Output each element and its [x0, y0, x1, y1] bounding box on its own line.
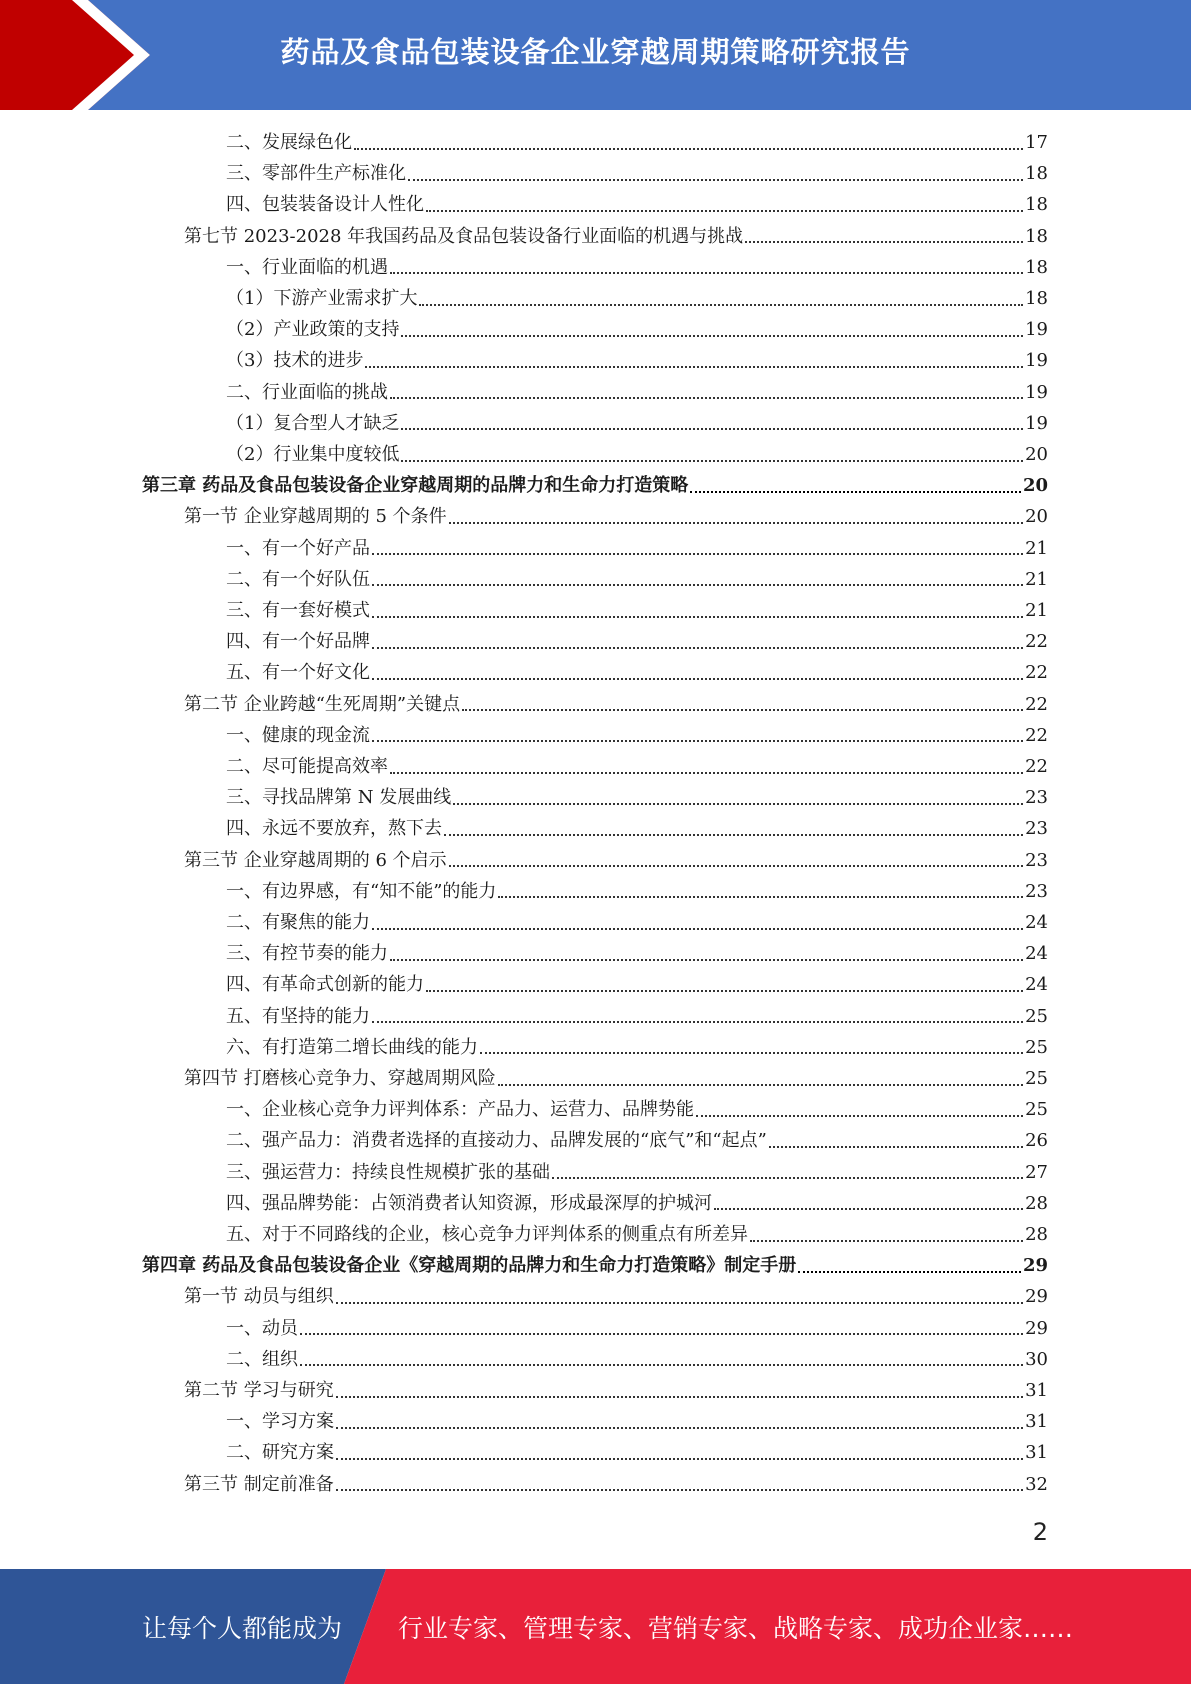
toc-entry-title: 三、零部件生产标准化 — [226, 163, 406, 185]
dot-leader — [498, 1084, 1023, 1086]
dot-leader — [690, 491, 1021, 493]
toc-entry-title: 第三节 企业穿越周期的 6 个启示 — [184, 849, 447, 871]
toc-section-row[interactable] — [184, 501, 1048, 532]
dot-leader — [336, 1427, 1023, 1429]
toc-entry-title: 二、组织 — [226, 1348, 298, 1370]
toc-section-row[interactable] — [184, 1469, 1048, 1500]
dot-leader — [462, 709, 1023, 711]
toc-entry-title: 三、寻找品牌第 N 发展曲线 — [226, 787, 452, 809]
toc-entry-page: 18 — [1025, 163, 1048, 185]
toc-entry-title: 一、有一个好产品 — [226, 537, 370, 559]
toc-entry-title: （2）产业政策的支持 — [226, 319, 400, 341]
toc-entry-title: 二、行业面临的挑战 — [226, 381, 388, 403]
dot-leader — [444, 834, 1023, 836]
toc-entry-title: 第七节 2023-2028 年我国药品及食品包装设备行业面临的机遇与挑战 — [184, 225, 744, 247]
toc-entry-title: 四、强品牌势能：占领消费者认知资源，形成最深厚的护城河 — [226, 1192, 712, 1214]
toc-entry-page: 19 — [1025, 412, 1048, 434]
toc-entry-page: 25 — [1025, 1005, 1048, 1027]
toc-item-row[interactable] — [226, 595, 1048, 626]
toc-entry-page: 29 — [1022, 1255, 1048, 1277]
toc-entry-page: 21 — [1025, 568, 1048, 590]
toc-entry-title: 二、强产品力：消费者选择的直接动力、品牌发展的“底气”和“起点” — [226, 1130, 767, 1152]
toc-item-row[interactable] — [226, 1094, 1048, 1125]
dot-leader — [300, 1364, 1023, 1366]
dot-leader — [426, 210, 1023, 212]
toc-item-row[interactable] — [226, 1032, 1048, 1063]
toc-entry-title: 二、有聚焦的能力 — [226, 912, 370, 933]
toc-item-row[interactable] — [226, 158, 1048, 189]
dot-leader — [480, 1052, 1023, 1054]
toc-item-row[interactable] — [226, 782, 1048, 813]
toc-entry-page: 24 — [1025, 974, 1048, 996]
dot-leader — [498, 896, 1023, 898]
toc-entry-title: 一、企业核心竞争力评判体系：产品力、运营力、品牌势能 — [226, 1099, 694, 1121]
toc-item-row[interactable] — [226, 969, 1048, 1000]
toc-entry-title: 二、有一个好队伍 — [226, 568, 370, 590]
toc-item-row[interactable] — [226, 907, 1048, 938]
toc-entry-page: 20 — [1022, 475, 1048, 497]
dot-leader — [372, 740, 1023, 742]
toc-entry-page: 30 — [1025, 1348, 1048, 1370]
toc-entry-page: 25 — [1025, 1068, 1048, 1089]
toc-entry-title: 二、发展绿色化 — [226, 132, 352, 153]
toc-entry-page: 18 — [1025, 225, 1048, 247]
toc-entry-title: 第一节 动员与组织 — [184, 1286, 334, 1308]
toc-section-row[interactable] — [184, 1375, 1048, 1406]
toc-entry-page: 27 — [1025, 1161, 1048, 1183]
toc-entry-title: 四、永远不要放弃，熬下去 — [226, 818, 442, 840]
toc-item-row[interactable] — [226, 189, 1048, 220]
toc-entry-page: 21 — [1025, 537, 1048, 559]
toc-item-row[interactable] — [226, 252, 1048, 283]
toc-entry-title: 四、包装装备设计人性化 — [226, 194, 424, 216]
toc-item-row[interactable] — [226, 564, 1048, 595]
dot-leader — [300, 1333, 1023, 1335]
toc-entry-title: （2）行业集中度较低 — [226, 444, 400, 465]
toc-entry-title: （1）复合型人才缺乏 — [226, 412, 400, 434]
toc-entry-page: 22 — [1025, 631, 1048, 653]
toc-section-row[interactable] — [184, 1281, 1048, 1312]
toc-entry-page: 25 — [1025, 1036, 1048, 1058]
footer-slogan-left: 让每个人都能成为 — [142, 1613, 343, 1643]
toc-entry-page: 26 — [1025, 1130, 1048, 1152]
toc-entry-title: 第三章 药品及食品包装设备企业穿越周期的品牌力和生命力打造策略 — [142, 475, 689, 497]
toc-entry-page: 31 — [1025, 1411, 1048, 1433]
toc-entry-page: 31 — [1025, 1380, 1048, 1401]
toc-entry-page: 31 — [1025, 1442, 1048, 1464]
dot-leader — [372, 616, 1023, 618]
toc-item-row[interactable] — [226, 533, 1048, 564]
toc-entry-title: （3）技术的进步 — [226, 350, 364, 372]
toc-entry-page: 32 — [1025, 1473, 1048, 1495]
toc-item-row[interactable] — [226, 720, 1048, 751]
toc-entry-title: 五、有坚持的能力 — [226, 1005, 370, 1027]
toc-item-row[interactable] — [226, 1157, 1048, 1188]
toc-entry-page: 24 — [1025, 943, 1048, 965]
toc-entry-title: 第四章 药品及食品包装设备企业《穿越周期的品牌力和生命力打造策略》制定手册 — [142, 1255, 797, 1277]
dot-leader — [745, 241, 1023, 243]
toc-item-row[interactable] — [226, 1406, 1048, 1437]
toc-entry-page: 19 — [1025, 381, 1048, 403]
toc-entry-page: 21 — [1025, 600, 1048, 621]
toc-section-row[interactable] — [184, 689, 1048, 720]
toc-item-row[interactable] — [226, 657, 1048, 688]
toc-entry-page: 28 — [1025, 1224, 1048, 1245]
toc-item-row[interactable] — [226, 1125, 1048, 1156]
toc-item-row[interactable] — [226, 439, 1048, 470]
dot-leader — [401, 428, 1023, 430]
dot-leader — [390, 397, 1023, 399]
dot-leader — [336, 1396, 1023, 1398]
toc-entry-page: 22 — [1025, 724, 1048, 746]
dot-leader — [336, 1489, 1023, 1491]
toc-chapter-row[interactable] — [142, 1250, 1048, 1281]
toc-item-row[interactable] — [226, 1344, 1048, 1375]
dot-leader — [798, 1271, 1021, 1273]
toc-entry-page: 23 — [1025, 849, 1048, 871]
toc-item-row[interactable] — [226, 127, 1048, 158]
dot-leader — [401, 460, 1023, 462]
toc-item-row[interactable] — [226, 751, 1048, 782]
toc-entry-title: 五、对于不同路线的企业，核心竞争力评判体系的侧重点有所差异 — [226, 1224, 748, 1245]
toc-entry-title: 五、有一个好文化 — [226, 662, 370, 684]
dot-leader — [365, 366, 1023, 368]
toc-item-row[interactable] — [226, 626, 1048, 657]
toc-entry-page: 18 — [1025, 288, 1048, 309]
dot-leader — [372, 647, 1023, 649]
toc-item-row[interactable] — [226, 1437, 1048, 1468]
dot-leader — [390, 272, 1023, 274]
dot-leader — [336, 1302, 1023, 1304]
toc-entry-page: 17 — [1025, 132, 1048, 153]
toc-item-row[interactable] — [226, 876, 1048, 907]
dot-leader — [401, 335, 1023, 337]
toc-entry-title: 一、健康的现金流 — [226, 724, 370, 746]
toc-entry-title: 四、有一个好品牌 — [226, 631, 370, 653]
dot-leader — [408, 179, 1023, 181]
toc-item-row[interactable] — [226, 1313, 1048, 1344]
dot-leader — [372, 1021, 1023, 1023]
dot-leader — [372, 584, 1023, 586]
dot-leader — [769, 1146, 1023, 1148]
dot-leader — [449, 522, 1023, 524]
toc-entry-page: 23 — [1025, 787, 1048, 809]
toc-item-row[interactable] — [226, 938, 1048, 969]
toc-entry-title: （1）下游产业需求扩大 — [226, 288, 418, 309]
dot-leader — [449, 865, 1023, 867]
dot-leader — [372, 928, 1023, 930]
toc-entry-page: 23 — [1025, 880, 1048, 902]
toc-item-row[interactable] — [226, 1219, 1048, 1250]
toc-entry-page: 24 — [1025, 912, 1048, 933]
toc-entry-title: 一、行业面临的机遇 — [226, 256, 388, 278]
toc-entry-page: 20 — [1025, 506, 1048, 528]
dot-leader — [426, 990, 1023, 992]
toc-entry-page: 22 — [1025, 693, 1048, 715]
toc-entry-title: 三、强运营力：持续良性规模扩张的基础 — [226, 1161, 550, 1183]
dot-leader — [419, 304, 1023, 306]
footer-band — [0, 1569, 1191, 1684]
dot-leader — [552, 1177, 1023, 1179]
toc-entry-title: 第一节 企业穿越周期的 5 个条件 — [184, 506, 447, 528]
dot-leader — [354, 148, 1023, 150]
toc-entry-title: 四、有革命式创新的能力 — [226, 974, 424, 996]
toc-item-row[interactable] — [226, 813, 1048, 844]
dot-leader — [390, 959, 1023, 961]
toc-entry-title: 二、尽可能提高效率 — [226, 756, 388, 777]
dot-leader — [453, 803, 1023, 805]
toc-entry-title: 一、学习方案 — [226, 1411, 334, 1433]
toc-entry-title: 第二节 学习与研究 — [184, 1380, 334, 1401]
toc-entry-title: 三、有一套好模式 — [226, 600, 370, 621]
page-number: 2 — [1032, 1518, 1048, 1546]
toc-section-row[interactable] — [184, 845, 1048, 876]
dot-leader — [750, 1240, 1023, 1242]
toc-entry-page: 23 — [1025, 818, 1048, 840]
toc-entry-title: 第三节 制定前准备 — [184, 1473, 334, 1495]
toc-entry-page: 22 — [1025, 662, 1048, 684]
toc-entry-page: 22 — [1025, 756, 1048, 777]
toc-section-row[interactable] — [184, 221, 1048, 252]
toc-entry-page: 29 — [1025, 1286, 1048, 1308]
toc-entry-title: 二、研究方案 — [226, 1442, 334, 1464]
toc-entry-title: 第二节 企业跨越“生死周期”关键点 — [184, 693, 461, 715]
toc-entry-title: 一、有边界感，有“知不能”的能力 — [226, 880, 497, 902]
toc-entry-page: 25 — [1025, 1099, 1048, 1121]
toc-section-row[interactable] — [184, 1063, 1048, 1094]
header-band — [0, 0, 1191, 110]
dot-leader — [372, 678, 1023, 680]
toc-entry-title: 第四节 打磨核心竞争力、穿越周期风险 — [184, 1068, 496, 1089]
footer-slogan-right: 行业专家、管理专家、营销专家、战略专家、成功企业家…… — [398, 1613, 1074, 1643]
document-title: 药品及食品包装设备企业穿越周期策略研究报告 — [280, 34, 911, 69]
toc-entry-page: 28 — [1025, 1192, 1048, 1214]
toc-entry-page: 19 — [1025, 319, 1048, 341]
dot-leader — [696, 1115, 1023, 1117]
toc-entry-title: 一、动员 — [226, 1317, 298, 1339]
dot-leader — [390, 772, 1023, 774]
toc-entry-title: 三、有控节奏的能力 — [226, 943, 388, 965]
dot-leader — [714, 1208, 1023, 1210]
toc-entry-page: 19 — [1025, 350, 1048, 372]
toc-item-row[interactable] — [226, 377, 1048, 408]
dot-leader — [336, 1458, 1023, 1460]
toc-item-row[interactable] — [226, 1188, 1048, 1219]
toc-item-row[interactable] — [226, 314, 1048, 345]
toc-chapter-row[interactable] — [142, 470, 1048, 501]
dot-leader — [372, 553, 1023, 555]
toc-entry-page: 20 — [1025, 444, 1048, 465]
toc-entry-page: 29 — [1025, 1317, 1048, 1339]
toc-item-row[interactable] — [226, 408, 1048, 439]
red-chevron-icon — [0, 0, 150, 110]
toc-entry-page: 18 — [1025, 256, 1048, 278]
toc-item-row[interactable] — [226, 1001, 1048, 1032]
toc-entry-title: 六、有打造第二增长曲线的能力 — [226, 1036, 478, 1058]
toc-item-row[interactable] — [226, 283, 1048, 314]
toc-entry-page: 18 — [1025, 194, 1048, 216]
toc-item-row[interactable] — [226, 345, 1048, 376]
